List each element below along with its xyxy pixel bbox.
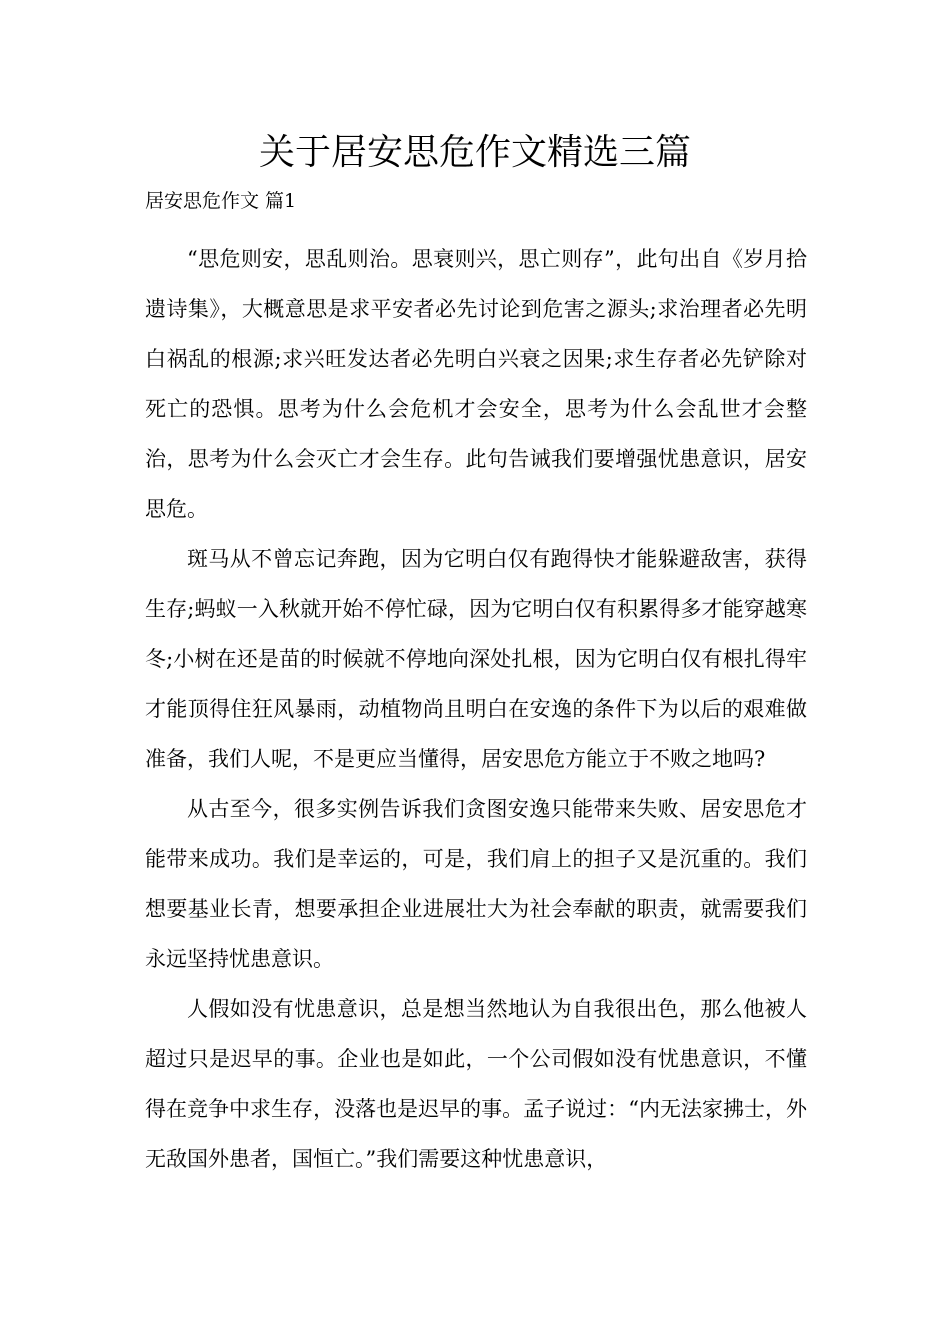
paragraph-1: “思危则安，思乱则治。思衰则兴，思亡则存”，此句出自《岁月拾遗诗集》，大概意思是求平安者必先讨论到危害之源头;求治理者必先明白祸乱的根源;求兴旺发达者必先明白兴衰之因果;求生存者必先铲除对死亡的恐惧。思考为什么会危机才会安全，思考为什么会乱世才会整治，思考为什么会灭亡才会生存。此句告诫我们要增强忧患意识，居安思危。 — [145, 247, 807, 521]
paragraph-4: 人假如没有忧患意识，总是想当然地认为自我很出色，那么他被人超过只是迟早的事。企业也是如此，一个公司假如没有忧患意识，不懂得在竞争中求生存，没落也是迟早的事。孟子说过：“内无法家拂士，外无敌国外患者，国恒亡。”我们需要这种忧患意识， — [145, 997, 807, 1171]
document-title: 关于居安思危作文精选三篇 — [258, 132, 691, 173]
section-heading: 居安思危作文 篇1 — [145, 190, 297, 212]
paragraph-2: 斑马从不曾忘记奔跑，因为它明白仅有跑得快才能躲避敌害，获得生存;蚂蚁一入秋就开始不停忙碌，因为它明白仅有积累得多才能穿越寒冬;小树在还是苗的时候就不停地向深处扎根，因为它明白仅有根扎得牢才能顶得住狂风暴雨，动植物尚且明白在安逸的条件下为以后的艰难做准备，我们人呢，不是更应当懂得，居安思危方能立于不败之地吗? — [145, 547, 807, 771]
document-body — [145, 234, 807, 1184]
paragraph-3: 从古至今，很多实例告诉我们贪图安逸只能带来失败、居安思危才能带来成功。我们是幸运的，可是，我们肩上的担子又是沉重的。我们想要基业长青，想要承担企业进展壮大为社会奉献的职责，就需要我们永远坚持忧患意识。 — [145, 797, 807, 971]
